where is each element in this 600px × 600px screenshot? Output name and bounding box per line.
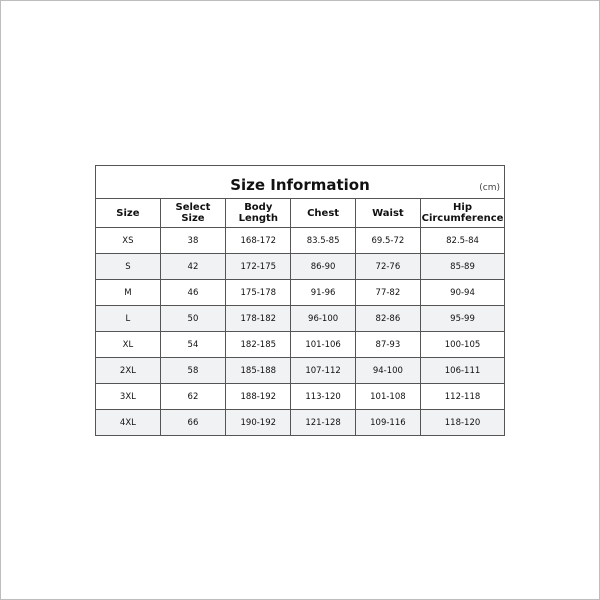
cell-chest: 96-100 <box>291 306 355 332</box>
cell-hip: 118-120 <box>421 410 504 436</box>
cell-size: L <box>96 306 160 332</box>
cell-hip: 106-111 <box>421 358 504 384</box>
table-row <box>96 228 504 254</box>
cell-select-size: 50 <box>160 306 225 332</box>
chart-title: Size Information <box>230 176 370 194</box>
header-waist: Waist <box>355 199 420 228</box>
header-chest: Chest <box>291 199 355 228</box>
cell-size: M <box>96 280 160 306</box>
table-row <box>96 280 504 306</box>
unit-label: (cm) <box>479 183 500 193</box>
cell-select-size: 66 <box>160 410 225 436</box>
cell-body-length: 188-192 <box>226 384 291 410</box>
cell-select-size: 58 <box>160 358 225 384</box>
cell-size: XL <box>96 332 160 358</box>
cell-chest: 83.5-85 <box>291 228 355 254</box>
cell-select-size: 42 <box>160 254 225 280</box>
cell-size: 2XL <box>96 358 160 384</box>
cell-select-size: 62 <box>160 384 225 410</box>
cell-waist: 94-100 <box>355 358 420 384</box>
cell-select-size: 38 <box>160 228 225 254</box>
cell-waist: 72-76 <box>355 254 420 280</box>
table-row <box>96 410 504 436</box>
cell-waist: 77-82 <box>355 280 420 306</box>
title-bar <box>96 166 504 199</box>
cell-hip: 95-99 <box>421 306 504 332</box>
cell-body-length: 172-175 <box>226 254 291 280</box>
cell-waist: 69.5-72 <box>355 228 420 254</box>
cell-hip: 90-94 <box>421 280 504 306</box>
cell-size: 3XL <box>96 384 160 410</box>
header-size: Size <box>96 199 160 228</box>
header-body-length: Body Length <box>226 199 291 228</box>
cell-size: S <box>96 254 160 280</box>
cell-body-length: 178-182 <box>226 306 291 332</box>
cell-body-length: 168-172 <box>226 228 291 254</box>
table-row <box>96 358 504 384</box>
cell-hip: 85-89 <box>421 254 504 280</box>
table-row <box>96 384 504 410</box>
cell-select-size: 46 <box>160 280 225 306</box>
header-row <box>96 199 504 228</box>
cell-waist: 109-116 <box>355 410 420 436</box>
cell-chest: 121-128 <box>291 410 355 436</box>
cell-hip: 82.5-84 <box>421 228 504 254</box>
table-row <box>96 306 504 332</box>
cell-body-length: 190-192 <box>226 410 291 436</box>
cell-hip: 112-118 <box>421 384 504 410</box>
cell-chest: 101-106 <box>291 332 355 358</box>
cell-chest: 113-120 <box>291 384 355 410</box>
cell-chest: 86-90 <box>291 254 355 280</box>
size-table <box>96 199 504 435</box>
cell-body-length: 175-178 <box>226 280 291 306</box>
cell-waist: 101-108 <box>355 384 420 410</box>
cell-select-size: 54 <box>160 332 225 358</box>
cell-chest: 107-112 <box>291 358 355 384</box>
cell-body-length: 182-185 <box>226 332 291 358</box>
header-hip: Hip Circumference <box>421 199 504 228</box>
cell-body-length: 185-188 <box>226 358 291 384</box>
table-row <box>96 332 504 358</box>
cell-size: 4XL <box>96 410 160 436</box>
table-row <box>96 254 504 280</box>
cell-waist: 82-86 <box>355 306 420 332</box>
cell-chest: 91-96 <box>291 280 355 306</box>
size-chart <box>95 165 505 436</box>
header-select-size: Select Size <box>160 199 225 228</box>
cell-size: XS <box>96 228 160 254</box>
cell-waist: 87-93 <box>355 332 420 358</box>
cell-hip: 100-105 <box>421 332 504 358</box>
